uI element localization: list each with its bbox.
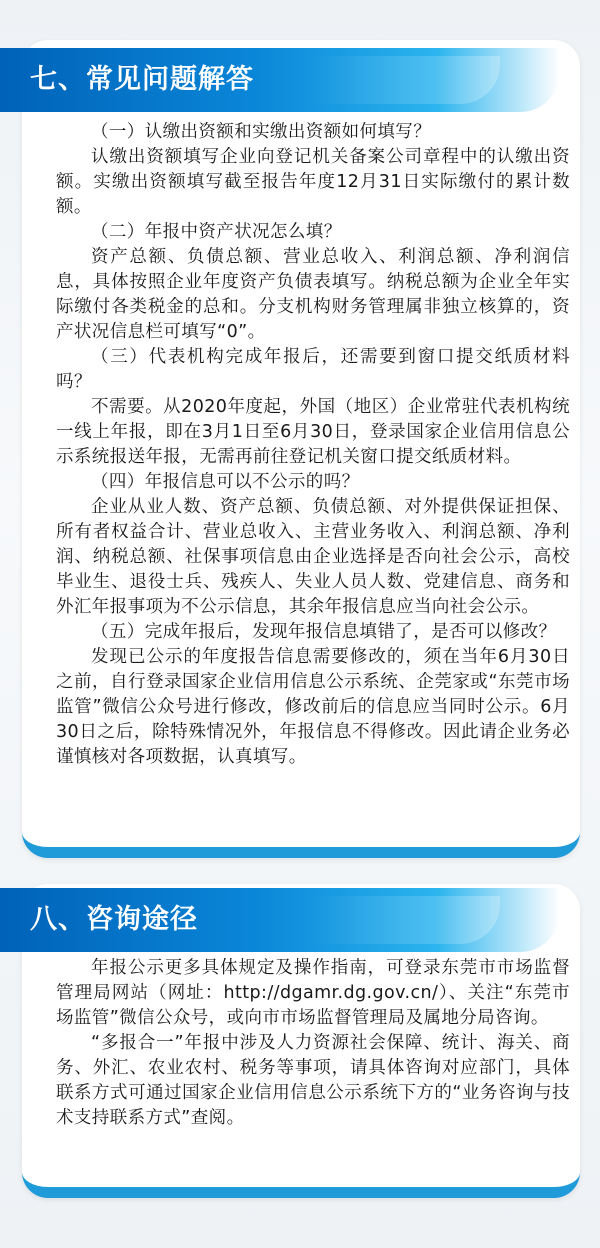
consult-paragraph-1: 年报公示更多具体规定及操作指南，可登录东莞市市场监督管理局网站（网址：http://dgamr.dg.gov.cn/）、关注“东莞市场监管”微信公众号，或向市市场监督管理局及属地分局咨询。 bbox=[56, 958, 570, 1028]
banner-shine bbox=[310, 56, 500, 104]
question-3: （三）代表机构完成年报后，还需要到窗口提交纸质材料吗？ bbox=[56, 347, 570, 392]
section-title: 八、咨询途径 bbox=[30, 904, 198, 935]
answer-1: 认缴出资额填写企业向登记机关备案公司章程中的认缴出资额。实缴出资额填写截至报告年度12月31日实际缴付的累计数额。 bbox=[56, 147, 570, 217]
answer-5: 发现已公示的年度报告信息需要修改的，须在当年6月30日之前，自行登录国家企业信用信息公示系统、企莞家或“东莞市场监管”微信公众号进行修改，修改前后的信息应当同时公示。6月30日之后，除特殊情况外，年报信息不得修改。因此请企业务必谨慎核对各项数据，认真填写。 bbox=[56, 647, 570, 767]
answer-2: 资产总额、负债总额、营业总收入、利润总额、净利润信息，具体按照企业年度资产负债表填写。纳税总额为企业全年实际缴付各类税金的总和。分支机构财务管理属非独立核算的，资产状况信息栏可填写“0”。 bbox=[56, 247, 570, 342]
question-1: （一）认缴出资额和实缴出资额如何填写？ bbox=[91, 122, 432, 142]
consult-card bbox=[22, 884, 580, 1198]
question-5: （五）完成年报后，发现年报信息填错了，是否可以修改？ bbox=[91, 622, 557, 642]
section-content bbox=[56, 956, 570, 1131]
question-4: （四）年报信息可以不公示的吗？ bbox=[91, 472, 360, 492]
banner-shine bbox=[310, 896, 500, 944]
consult-paragraph-2: “多报合一”年报中涉及人力资源社会保障、统计、海关、商务、外汇、农业农村、税务等事项，请具体咨询对应部门，具体联系方式可通过国家企业信用信息公示系统下方的“业务咨询与技术支持联系方式”查阅。 bbox=[56, 1033, 570, 1128]
section-banner bbox=[0, 48, 560, 112]
answer-3: 不需要。从2020年度起，外国（地区）企业常驻代表机构统一线上年报，即在3月1日至6月30日，登录国家企业信用信息公示系统报送年报，无需再前往登记机关窗口提交纸质材料。 bbox=[56, 397, 570, 467]
section-title: 七、常见问题解答 bbox=[30, 64, 254, 95]
faq-card bbox=[22, 40, 580, 858]
section-content bbox=[56, 120, 570, 770]
answer-4: 企业从业人数、资产总额、负债总额、对外提供保证担保、所有者权益合计、营业总收入、主营业务收入、利润总额、净利润、纳税总额、社保事项信息由企业选择是否向社会公示，高校毕业生、退役士兵、残疾人、失业人员人数、党建信息、商务和外汇年报事项为不公示信息，其余年报信息应当向社会公示。 bbox=[56, 497, 570, 617]
section-banner bbox=[0, 888, 560, 952]
question-2: （二）年报中资产状况怎么填？ bbox=[91, 222, 342, 242]
